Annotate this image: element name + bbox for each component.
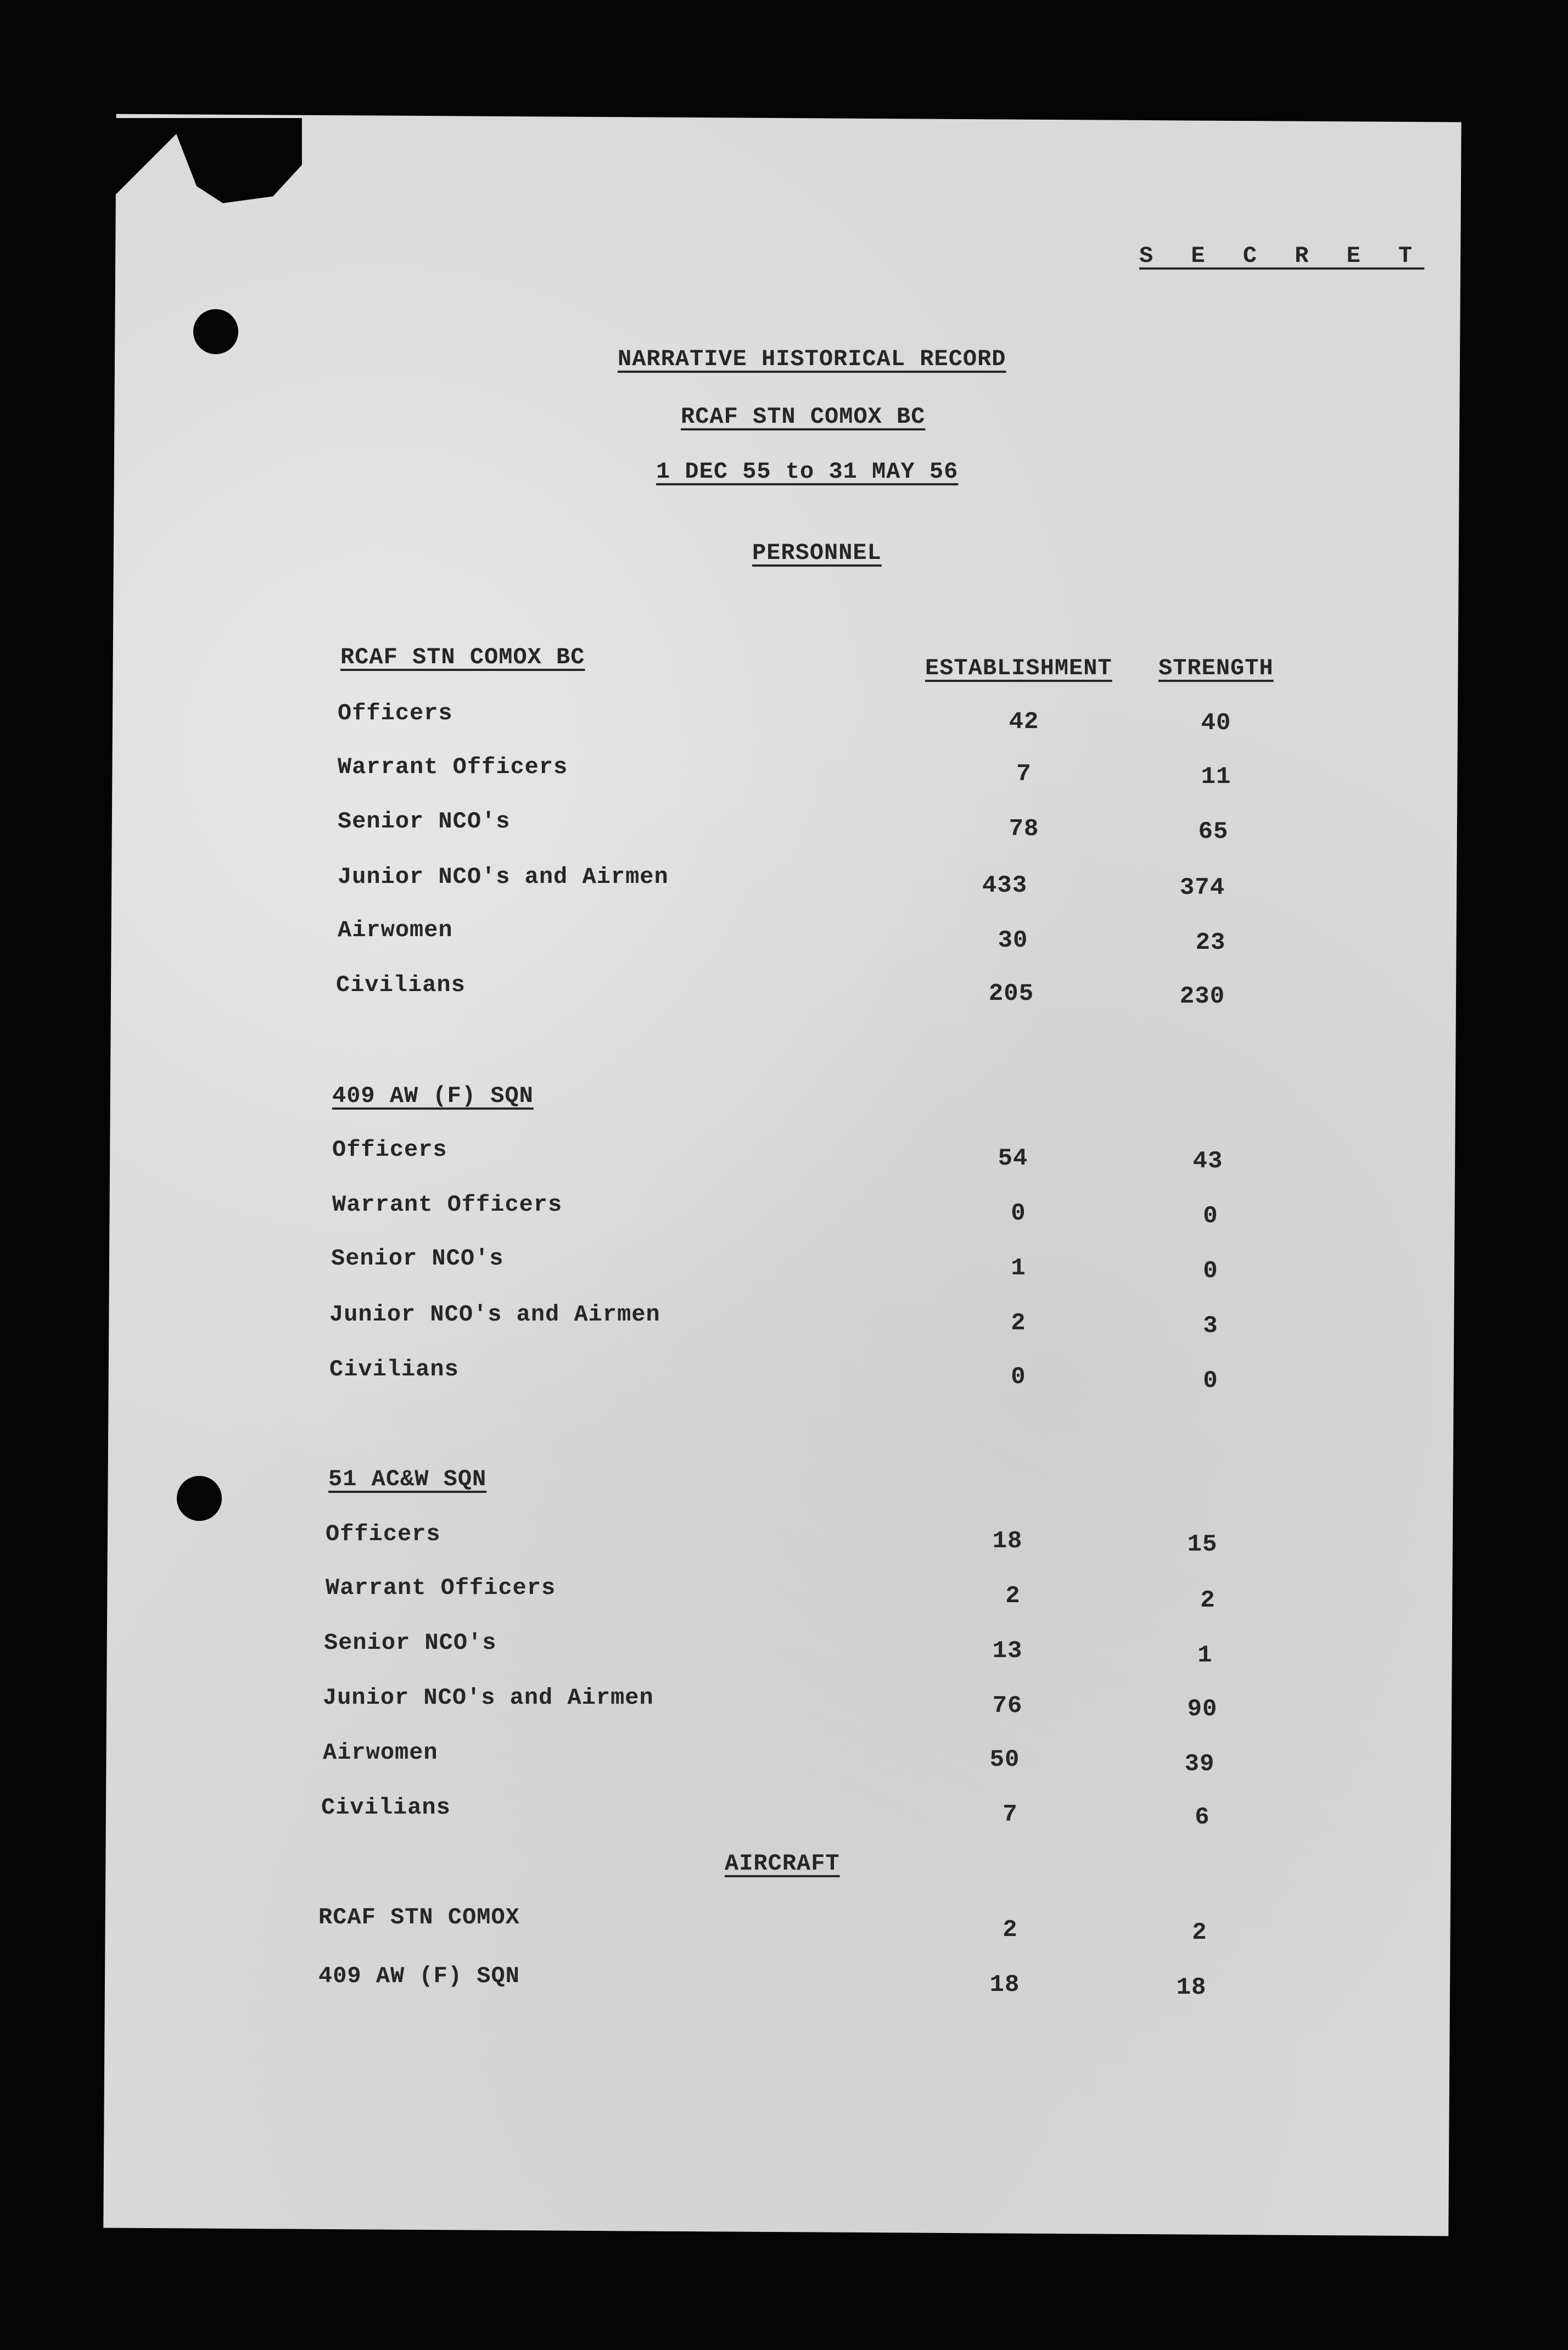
row-label: Civilians: [329, 1356, 459, 1383]
strength-value: 15: [1187, 1531, 1218, 1558]
column-header-strength: STRENGTH: [1158, 655, 1274, 681]
strength-value: 40: [1201, 709, 1231, 737]
row-label: Officers: [332, 1137, 447, 1163]
row-label: Officers: [326, 1521, 441, 1547]
aircraft-strength-value: 18: [1176, 1974, 1207, 2001]
row-label: Airwomen: [323, 1739, 438, 1766]
strength-value: 23: [1195, 929, 1226, 956]
establishment-value: 7: [1003, 1801, 1018, 1828]
strength-value: 230: [1179, 983, 1225, 1010]
establishment-value: 2: [1005, 1582, 1021, 1610]
strength-value: 1: [1197, 1642, 1213, 1669]
strength-value: 11: [1201, 763, 1231, 791]
personnel-heading: PERSONNEL: [752, 540, 882, 566]
establishment-value: 76: [992, 1692, 1023, 1720]
row-label: Warrant Officers: [332, 1191, 563, 1218]
row-label: Civilians: [321, 1794, 451, 1821]
establishment-value: 78: [1009, 815, 1039, 843]
row-label: Officers: [338, 700, 453, 726]
establishment-value: 50: [989, 1746, 1020, 1773]
strength-value: 90: [1187, 1696, 1218, 1723]
establishment-value: 2: [1011, 1310, 1026, 1337]
strength-value: 3: [1203, 1312, 1218, 1340]
row-label: Airwomen: [338, 917, 453, 943]
aircraft-row-label: RCAF STN COMOX: [318, 1904, 520, 1931]
punch-hole-bottom: [177, 1476, 222, 1521]
establishment-value: 54: [998, 1145, 1028, 1172]
establishment-value: 205: [988, 980, 1034, 1008]
aircraft-heading: AIRCRAFT: [725, 1850, 840, 1877]
strength-value: 0: [1203, 1257, 1218, 1285]
strength-value: 6: [1195, 1804, 1210, 1831]
establishment-value: 0: [1011, 1363, 1026, 1391]
strength-value: 2: [1200, 1587, 1216, 1614]
row-label: Senior NCO's: [331, 1245, 504, 1272]
aircraft-establishment-value: 2: [1003, 1916, 1018, 1944]
establishment-value: 7: [1016, 760, 1032, 788]
strength-value: 0: [1203, 1202, 1218, 1230]
aircraft-establishment-value: 18: [989, 1971, 1020, 1999]
column-header-establishment: ESTABLISHMENT: [925, 655, 1112, 681]
aircraft-row-label: 409 AW (F) SQN: [318, 1963, 520, 1989]
date-range: 1 DEC 55 to 31 MAY 56: [656, 458, 959, 485]
row-label: Junior NCO's and Airmen: [338, 864, 669, 890]
row-label: Senior NCO's: [324, 1630, 497, 1656]
establishment-value: 30: [998, 927, 1028, 954]
row-label: Senior NCO's: [338, 808, 511, 835]
section-heading: 51 AC&W SQN: [328, 1466, 487, 1492]
establishment-value: 1: [1011, 1255, 1026, 1282]
aircraft-strength-value: 2: [1192, 1919, 1207, 1946]
establishment-value: 0: [1011, 1200, 1026, 1227]
row-label: Warrant Officers: [338, 754, 568, 780]
strength-value: 43: [1192, 1148, 1223, 1175]
classification-marking: S E C R E T: [1139, 243, 1425, 269]
section-heading: 409 AW (F) SQN: [332, 1083, 534, 1109]
establishment-value: 18: [992, 1528, 1023, 1555]
document-title: NARRATIVE HISTORICAL RECORD: [618, 346, 1006, 372]
strength-value: 39: [1184, 1750, 1215, 1778]
strength-value: 0: [1203, 1367, 1218, 1395]
row-label: Junior NCO's and Airmen: [329, 1301, 660, 1328]
document-page: [103, 114, 1461, 2236]
row-label: Junior NCO's and Airmen: [323, 1685, 654, 1711]
row-label: Warrant Officers: [326, 1575, 556, 1601]
establishment-value: 433: [982, 872, 1028, 899]
strength-value: 374: [1179, 874, 1225, 902]
strength-value: 65: [1198, 818, 1229, 846]
station-name: RCAF STN COMOX BC: [681, 404, 926, 430]
section-heading: RCAF STN COMOX BC: [340, 644, 585, 670]
establishment-value: 42: [1009, 708, 1039, 736]
establishment-value: 13: [992, 1637, 1023, 1665]
punch-hole-top: [193, 309, 238, 354]
row-label: Civilians: [336, 972, 466, 998]
